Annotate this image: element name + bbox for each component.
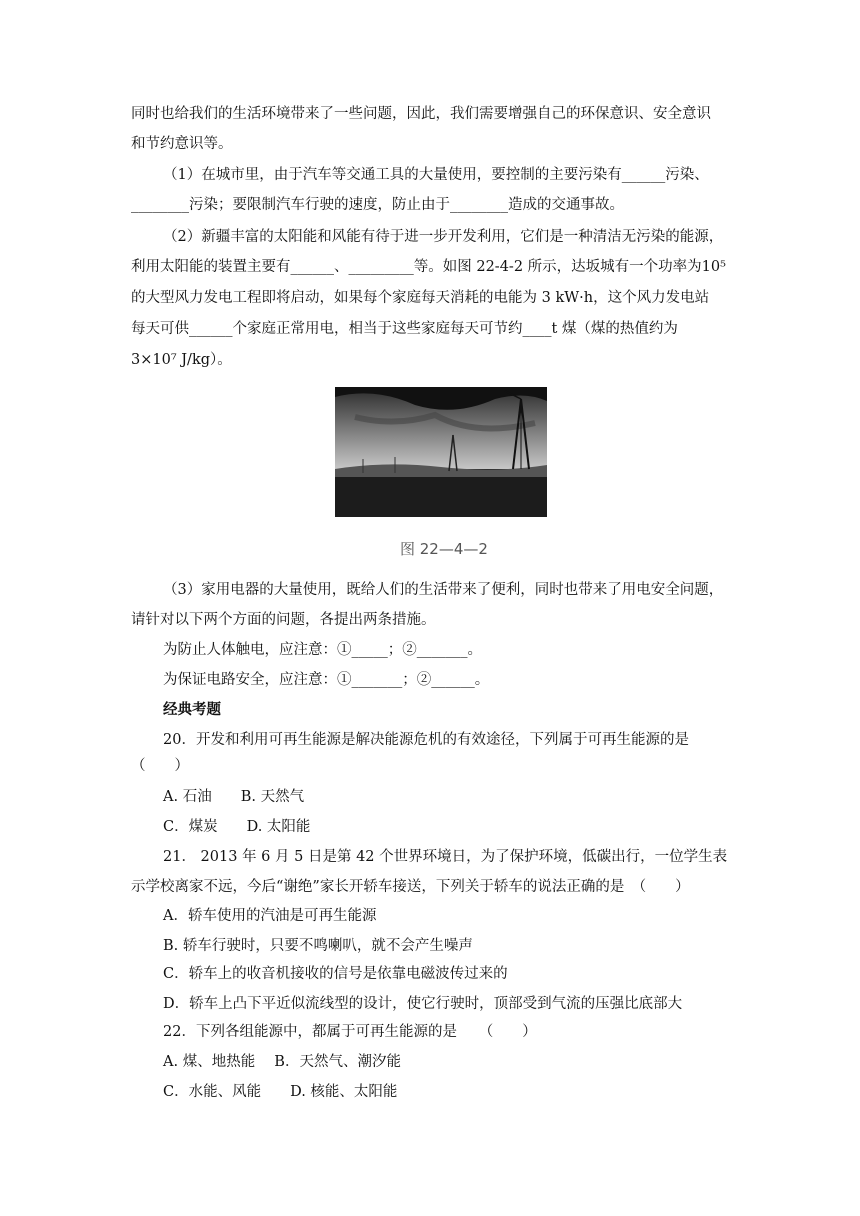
line-1: 同时也给我们的生活环境带来了一些问题，因此，我们需要增强自己的环保意识、安全意识 xyxy=(131,106,711,122)
line-24: D．轿车上凸下平近似流线型的设计，使它行驶时，顶部受到气流的压强比底部大 xyxy=(163,996,683,1012)
line-27: C．水能、风能 D. 核能、太阳能 xyxy=(163,1084,398,1100)
line-21: A．轿车使用的汽油是可再生能源 xyxy=(163,908,377,924)
line-25: 22．下列各组能源中，都属于可再生能源的是 （ ） xyxy=(163,1024,537,1040)
line-15: 20．开发和利用可再生能源是解决能源危机的有效途径，下列属于可再生能源的是 xyxy=(163,732,689,748)
line-20: 示学校离家不远，今后“谢绝”家长开轿车接送，下列关于轿车的说法正确的是 （ ） xyxy=(131,879,690,895)
figure-caption: 图 22—4—2 xyxy=(400,540,488,558)
line-7: 的大型风力发电工程即将启动，如果每个家庭每天消耗的电能为 3 kW·h，这个风力发电站 xyxy=(131,290,710,306)
line-19: 21． 2013 年 6 月 5 日是第 42 个世界环境日，为了保护环境，低碳出行，一位学生表 xyxy=(163,849,728,865)
wind-farm-figure xyxy=(335,387,547,517)
line-10: （3）家用电器的大量使用，既给人们的生活带来了便利，同时也带来了用电安全问题， xyxy=(163,582,724,598)
line-5: （2）新疆丰富的太阳能和风能有待于进一步开发利用，它们是一种清洁无污染的能源， xyxy=(163,229,724,245)
line-6: 利用太阳能的装置主要有______、_________等。如图 22-4-2 所示，达坂城有一个功率为10⁵ xyxy=(131,259,726,275)
line-9: 3×10⁷ J/kg）。 xyxy=(131,352,232,368)
line-8: 每天可供______个家庭正常用电，相当于这些家庭每天可节约____t 煤（煤的热值约为 xyxy=(131,321,678,337)
line-13: 为保证电路安全，应注意：①_______；②______。 xyxy=(163,672,490,688)
line-4: ________污染；要限制汽车行驶的速度，防止由于________造成的交通事故。 xyxy=(131,197,624,213)
line-3: （1）在城市里，由于汽车等交通工具的大量使用，要控制的主要污染有______污染、 xyxy=(163,167,709,183)
line-11: 请针对以下两个方面的问题，各提出两条措施。 xyxy=(131,612,436,628)
line-26: A. 煤、地热能 B．天然气、潮汐能 xyxy=(163,1054,401,1070)
wind-turbine-photo xyxy=(335,387,547,517)
line-22: B. 轿车行驶时，只要不鸣喇叭，就不会产生噪声 xyxy=(163,938,473,954)
line-16: （ ） xyxy=(131,758,189,774)
line-18: C．煤炭 D. 太阳能 xyxy=(163,819,311,835)
line-23: C．轿车上的收音机接收的信号是依靠电磁波传过来的 xyxy=(163,966,508,982)
section-heading-classic-questions: 经典考题 xyxy=(163,702,221,718)
line-12: 为防止人体触电，应注意：①_____；②_______。 xyxy=(163,642,482,658)
line-17: A. 石油 B. 天然气 xyxy=(163,789,305,805)
line-2: 和节约意识等。 xyxy=(131,136,233,152)
